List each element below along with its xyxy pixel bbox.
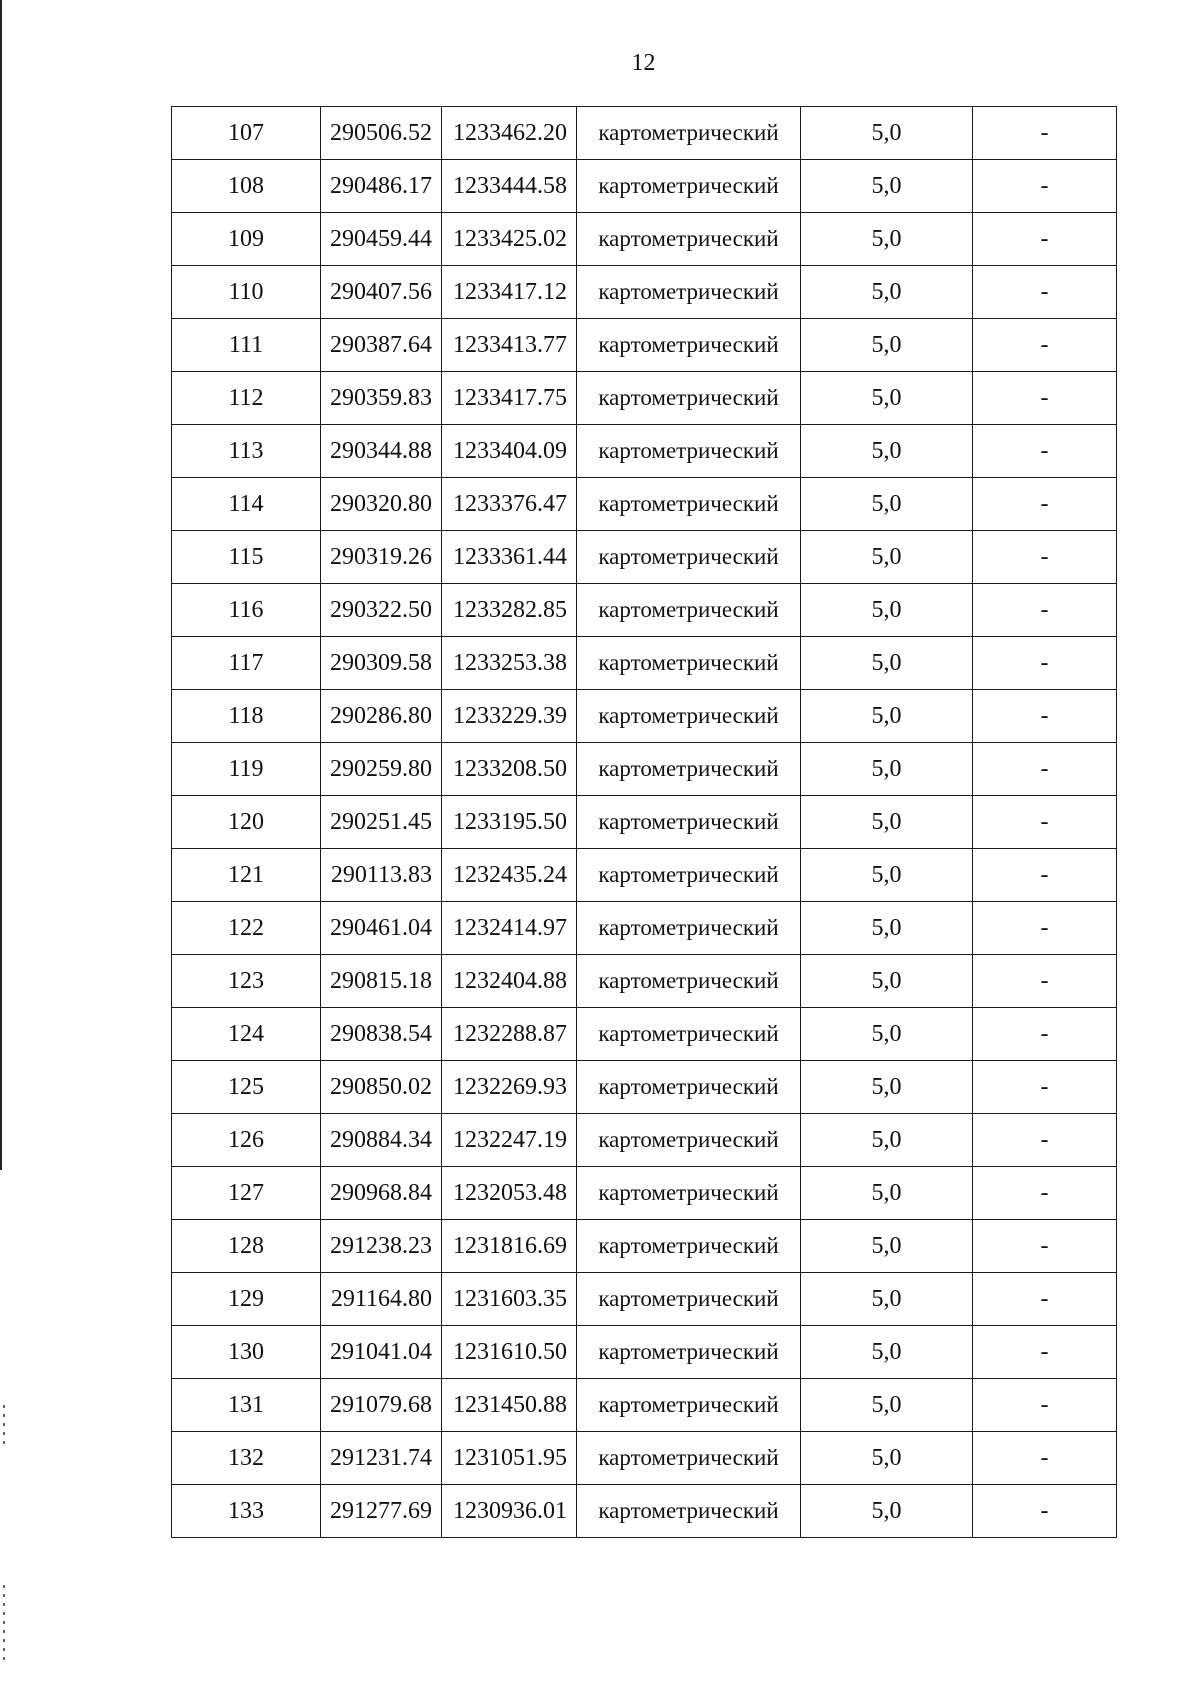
method-cell: картометрический xyxy=(577,584,801,637)
y-coordinate-cell: 1232435.24 xyxy=(442,849,577,902)
x-coordinate-cell: 290486.17 xyxy=(321,160,442,213)
note-cell: - xyxy=(973,796,1117,849)
table-row xyxy=(172,849,1117,902)
method-cell: картометрический xyxy=(577,1326,801,1379)
table-row xyxy=(172,1008,1117,1061)
point-number-cell: 129 xyxy=(172,1273,321,1326)
method-cell: картометрический xyxy=(577,1485,801,1538)
point-number-cell: 118 xyxy=(172,690,321,743)
scan-artifact xyxy=(3,1405,5,1445)
scan-edge xyxy=(0,0,2,1170)
accuracy-cell: 5,0 xyxy=(801,213,973,266)
point-number-cell: 133 xyxy=(172,1485,321,1538)
method-cell: картометрический xyxy=(577,1432,801,1485)
method-cell: картометрический xyxy=(577,1114,801,1167)
note-cell: - xyxy=(973,478,1117,531)
x-coordinate-cell: 290259.80 xyxy=(321,743,442,796)
x-coordinate-cell: 290815.18 xyxy=(321,955,442,1008)
y-coordinate-cell: 1233444.58 xyxy=(442,160,577,213)
accuracy-cell: 5,0 xyxy=(801,478,973,531)
table-body xyxy=(172,107,1117,1538)
x-coordinate-cell: 291231.74 xyxy=(321,1432,442,1485)
point-number-cell: 120 xyxy=(172,796,321,849)
accuracy-cell: 5,0 xyxy=(801,584,973,637)
accuracy-cell: 5,0 xyxy=(801,1326,973,1379)
note-cell: - xyxy=(973,266,1117,319)
table-row xyxy=(172,160,1117,213)
table-row xyxy=(172,1379,1117,1432)
x-coordinate-cell: 291079.68 xyxy=(321,1379,442,1432)
x-coordinate-cell: 290113.83 xyxy=(321,849,442,902)
method-cell: картометрический xyxy=(577,478,801,531)
table-row xyxy=(172,372,1117,425)
accuracy-cell: 5,0 xyxy=(801,1220,973,1273)
table-row xyxy=(172,1485,1117,1538)
point-number-cell: 107 xyxy=(172,107,321,160)
table-row xyxy=(172,1114,1117,1167)
y-coordinate-cell: 1233417.75 xyxy=(442,372,577,425)
x-coordinate-cell: 290320.80 xyxy=(321,478,442,531)
note-cell: - xyxy=(973,743,1117,796)
note-cell: - xyxy=(973,1220,1117,1273)
method-cell: картометрический xyxy=(577,743,801,796)
point-number-cell: 121 xyxy=(172,849,321,902)
point-number-cell: 115 xyxy=(172,531,321,584)
x-coordinate-cell: 291041.04 xyxy=(321,1326,442,1379)
x-coordinate-cell: 290884.34 xyxy=(321,1114,442,1167)
note-cell: - xyxy=(973,849,1117,902)
note-cell: - xyxy=(973,584,1117,637)
table-row xyxy=(172,1061,1117,1114)
accuracy-cell: 5,0 xyxy=(801,690,973,743)
point-number-cell: 114 xyxy=(172,478,321,531)
accuracy-cell: 5,0 xyxy=(801,1061,973,1114)
point-number-cell: 122 xyxy=(172,902,321,955)
table-row xyxy=(172,743,1117,796)
note-cell: - xyxy=(973,1485,1117,1538)
y-coordinate-cell: 1233425.02 xyxy=(442,213,577,266)
note-cell: - xyxy=(973,531,1117,584)
method-cell: картометрический xyxy=(577,1061,801,1114)
point-number-cell: 109 xyxy=(172,213,321,266)
method-cell: картометрический xyxy=(577,849,801,902)
coordinates-table xyxy=(171,106,1117,1538)
x-coordinate-cell: 290838.54 xyxy=(321,1008,442,1061)
method-cell: картометрический xyxy=(577,902,801,955)
note-cell: - xyxy=(973,1379,1117,1432)
note-cell: - xyxy=(973,107,1117,160)
accuracy-cell: 5,0 xyxy=(801,1485,973,1538)
y-coordinate-cell: 1232414.97 xyxy=(442,902,577,955)
note-cell: - xyxy=(973,1061,1117,1114)
x-coordinate-cell: 290251.45 xyxy=(321,796,442,849)
method-cell: картометрический xyxy=(577,213,801,266)
point-number-cell: 124 xyxy=(172,1008,321,1061)
x-coordinate-cell: 290459.44 xyxy=(321,213,442,266)
accuracy-cell: 5,0 xyxy=(801,1008,973,1061)
table-row xyxy=(172,1326,1117,1379)
method-cell: картометрический xyxy=(577,1220,801,1273)
method-cell: картометрический xyxy=(577,1008,801,1061)
x-coordinate-cell: 290387.64 xyxy=(321,319,442,372)
note-cell: - xyxy=(973,425,1117,478)
point-number-cell: 123 xyxy=(172,955,321,1008)
accuracy-cell: 5,0 xyxy=(801,637,973,690)
y-coordinate-cell: 1233413.77 xyxy=(442,319,577,372)
accuracy-cell: 5,0 xyxy=(801,425,973,478)
accuracy-cell: 5,0 xyxy=(801,955,973,1008)
point-number-cell: 126 xyxy=(172,1114,321,1167)
accuracy-cell: 5,0 xyxy=(801,743,973,796)
x-coordinate-cell: 290968.84 xyxy=(321,1167,442,1220)
y-coordinate-cell: 1233417.12 xyxy=(442,266,577,319)
table-row xyxy=(172,213,1117,266)
table-row xyxy=(172,584,1117,637)
note-cell: - xyxy=(973,1167,1117,1220)
y-coordinate-cell: 1231450.88 xyxy=(442,1379,577,1432)
y-coordinate-cell: 1232404.88 xyxy=(442,955,577,1008)
method-cell: картометрический xyxy=(577,796,801,849)
method-cell: картометрический xyxy=(577,266,801,319)
x-coordinate-cell: 290309.58 xyxy=(321,637,442,690)
x-coordinate-cell: 290344.88 xyxy=(321,425,442,478)
y-coordinate-cell: 1232053.48 xyxy=(442,1167,577,1220)
y-coordinate-cell: 1232288.87 xyxy=(442,1008,577,1061)
x-coordinate-cell: 291238.23 xyxy=(321,1220,442,1273)
accuracy-cell: 5,0 xyxy=(801,319,973,372)
accuracy-cell: 5,0 xyxy=(801,1379,973,1432)
accuracy-cell: 5,0 xyxy=(801,1167,973,1220)
method-cell: картометрический xyxy=(577,690,801,743)
table-row xyxy=(172,637,1117,690)
point-number-cell: 125 xyxy=(172,1061,321,1114)
table-row xyxy=(172,319,1117,372)
y-coordinate-cell: 1233282.85 xyxy=(442,584,577,637)
method-cell: картометрический xyxy=(577,955,801,1008)
table-row xyxy=(172,107,1117,160)
note-cell: - xyxy=(973,160,1117,213)
table-row xyxy=(172,478,1117,531)
accuracy-cell: 5,0 xyxy=(801,1273,973,1326)
table-row xyxy=(172,425,1117,478)
table-row xyxy=(172,796,1117,849)
note-cell: - xyxy=(973,1432,1117,1485)
y-coordinate-cell: 1233229.39 xyxy=(442,690,577,743)
y-coordinate-cell: 1232247.19 xyxy=(442,1114,577,1167)
y-coordinate-cell: 1233361.44 xyxy=(442,531,577,584)
method-cell: картометрический xyxy=(577,531,801,584)
method-cell: картометрический xyxy=(577,319,801,372)
accuracy-cell: 5,0 xyxy=(801,796,973,849)
note-cell: - xyxy=(973,1114,1117,1167)
x-coordinate-cell: 290506.52 xyxy=(321,107,442,160)
page-number: 12 xyxy=(631,50,656,76)
table-row xyxy=(172,1273,1117,1326)
accuracy-cell: 5,0 xyxy=(801,849,973,902)
y-coordinate-cell: 1233462.20 xyxy=(442,107,577,160)
y-coordinate-cell: 1231610.50 xyxy=(442,1326,577,1379)
accuracy-cell: 5,0 xyxy=(801,266,973,319)
note-cell: - xyxy=(973,372,1117,425)
method-cell: картометрический xyxy=(577,372,801,425)
accuracy-cell: 5,0 xyxy=(801,1114,973,1167)
x-coordinate-cell: 290407.56 xyxy=(321,266,442,319)
point-number-cell: 130 xyxy=(172,1326,321,1379)
x-coordinate-cell: 290286.80 xyxy=(321,690,442,743)
table-row xyxy=(172,955,1117,1008)
method-cell: картометрический xyxy=(577,425,801,478)
table-row xyxy=(172,1167,1117,1220)
y-coordinate-cell: 1231603.35 xyxy=(442,1273,577,1326)
point-number-cell: 128 xyxy=(172,1220,321,1273)
y-coordinate-cell: 1231051.95 xyxy=(442,1432,577,1485)
point-number-cell: 110 xyxy=(172,266,321,319)
table-row xyxy=(172,690,1117,743)
method-cell: картометрический xyxy=(577,160,801,213)
accuracy-cell: 5,0 xyxy=(801,160,973,213)
note-cell: - xyxy=(973,690,1117,743)
accuracy-cell: 5,0 xyxy=(801,1432,973,1485)
note-cell: - xyxy=(973,1273,1117,1326)
point-number-cell: 108 xyxy=(172,160,321,213)
x-coordinate-cell: 291277.69 xyxy=(321,1485,442,1538)
y-coordinate-cell: 1233376.47 xyxy=(442,478,577,531)
table-row xyxy=(172,1220,1117,1273)
note-cell: - xyxy=(973,319,1117,372)
method-cell: картометрический xyxy=(577,1379,801,1432)
point-number-cell: 116 xyxy=(172,584,321,637)
point-number-cell: 119 xyxy=(172,743,321,796)
accuracy-cell: 5,0 xyxy=(801,372,973,425)
y-coordinate-cell: 1233253.38 xyxy=(442,637,577,690)
accuracy-cell: 5,0 xyxy=(801,531,973,584)
x-coordinate-cell: 290359.83 xyxy=(321,372,442,425)
table-row xyxy=(172,902,1117,955)
point-number-cell: 127 xyxy=(172,1167,321,1220)
y-coordinate-cell: 1232269.93 xyxy=(442,1061,577,1114)
accuracy-cell: 5,0 xyxy=(801,902,973,955)
note-cell: - xyxy=(973,213,1117,266)
method-cell: картометрический xyxy=(577,637,801,690)
y-coordinate-cell: 1233208.50 xyxy=(442,743,577,796)
x-coordinate-cell: 291164.80 xyxy=(321,1273,442,1326)
note-cell: - xyxy=(973,637,1117,690)
method-cell: картометрический xyxy=(577,1273,801,1326)
y-coordinate-cell: 1231816.69 xyxy=(442,1220,577,1273)
point-number-cell: 131 xyxy=(172,1379,321,1432)
point-number-cell: 132 xyxy=(172,1432,321,1485)
point-number-cell: 113 xyxy=(172,425,321,478)
method-cell: картометрический xyxy=(577,107,801,160)
table-row xyxy=(172,1432,1117,1485)
x-coordinate-cell: 290461.04 xyxy=(321,902,442,955)
method-cell: картометрический xyxy=(577,1167,801,1220)
accuracy-cell: 5,0 xyxy=(801,107,973,160)
table-row xyxy=(172,531,1117,584)
table-row xyxy=(172,266,1117,319)
note-cell: - xyxy=(973,902,1117,955)
y-coordinate-cell: 1230936.01 xyxy=(442,1485,577,1538)
note-cell: - xyxy=(973,955,1117,1008)
x-coordinate-cell: 290850.02 xyxy=(321,1061,442,1114)
x-coordinate-cell: 290322.50 xyxy=(321,584,442,637)
y-coordinate-cell: 1233195.50 xyxy=(442,796,577,849)
note-cell: - xyxy=(973,1008,1117,1061)
point-number-cell: 111 xyxy=(172,319,321,372)
point-number-cell: 117 xyxy=(172,637,321,690)
y-coordinate-cell: 1233404.09 xyxy=(442,425,577,478)
note-cell: - xyxy=(973,1326,1117,1379)
x-coordinate-cell: 290319.26 xyxy=(321,531,442,584)
scan-artifact xyxy=(3,1585,5,1660)
point-number-cell: 112 xyxy=(172,372,321,425)
